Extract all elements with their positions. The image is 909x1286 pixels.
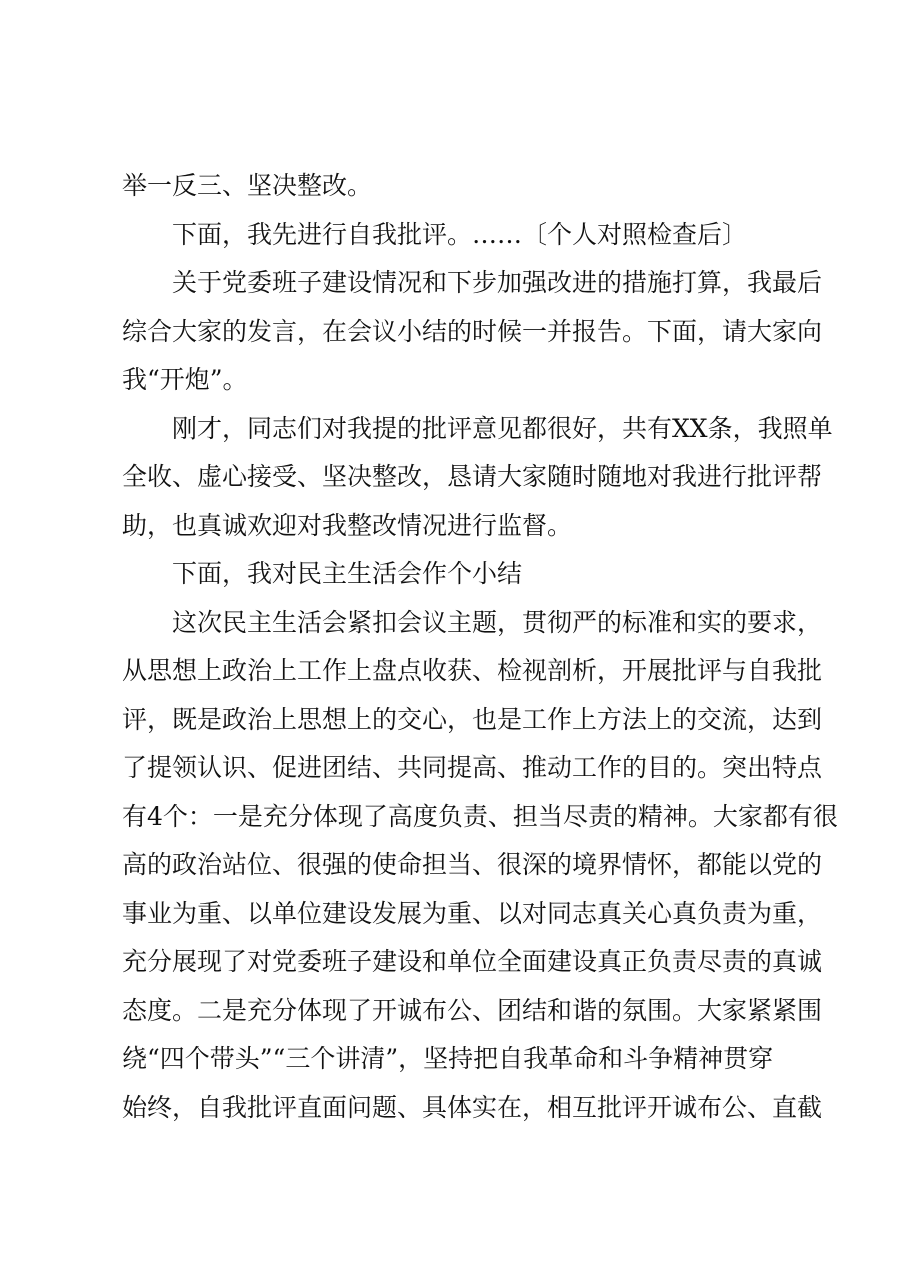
text-line: 下面，我对民主生活会作个小结	[172, 559, 523, 588]
text-line: 有4个：一是充分体现了高度负责、担当尽责的精神。大家都有很	[122, 801, 838, 831]
text-line: 刚才，同志们对我提的批评意见都很好，共有XX条，我照单	[172, 413, 833, 443]
text-line: 高的政治站位、很强的使命担当、很深的境界情怀，都能以党的	[122, 850, 823, 879]
text-line: 我“开炮”。	[122, 365, 248, 394]
text-line: 下面，我先进行自我批评。……〔个人对照检查后〕	[172, 219, 748, 249]
text-line: 关于党委班子建设情况和下步加强改进的措施打算，我最后	[172, 268, 823, 297]
body-text	[122, 162, 838, 1132]
text-line: 了提领认识、促进团结、共同提高、推动工作的目的。突出特点	[122, 753, 823, 782]
text-line: 综合大家的发言，在会议小结的时候一并报告。下面，请大家向	[122, 316, 823, 346]
text-line: 事业为重、以单位建设发展为重、以对同志真关心真负责为重，	[122, 898, 823, 928]
text-line: 态度。二是充分体现了开诚布公、团结和谐的氛围。大家紧紧围	[122, 995, 823, 1025]
text-line: 助，也真诚欢迎对我整改情况进行监督。	[122, 510, 573, 540]
text-line: 评，既是政治上思想上的交心，也是工作上方法上的交流，达到	[122, 704, 823, 734]
text-line: 充分展现了对党委班子建设和单位全面建设真正负责尽责的真诚	[122, 947, 823, 976]
text-line: 始终，自我批评直面问题、具体实在，相互批评开诚布公、直截	[122, 1092, 823, 1122]
text-line: 举一反三、坚决整改。	[122, 171, 373, 200]
text-line: 全收、虚心接受、坚决整改，恳请大家随时随地对我进行批评帮	[122, 462, 823, 491]
text-line: 绕“四个带头”“三个讲清”，坚持把自我革命和斗争精神贯穿	[122, 1044, 774, 1073]
text-line: 这次民主生活会紧扣会议主题，贯彻严的标准和实的要求，	[172, 607, 823, 637]
text-line: 从思想上政治上工作上盘点收获、检视剖析，开展批评与自我批	[122, 656, 823, 685]
